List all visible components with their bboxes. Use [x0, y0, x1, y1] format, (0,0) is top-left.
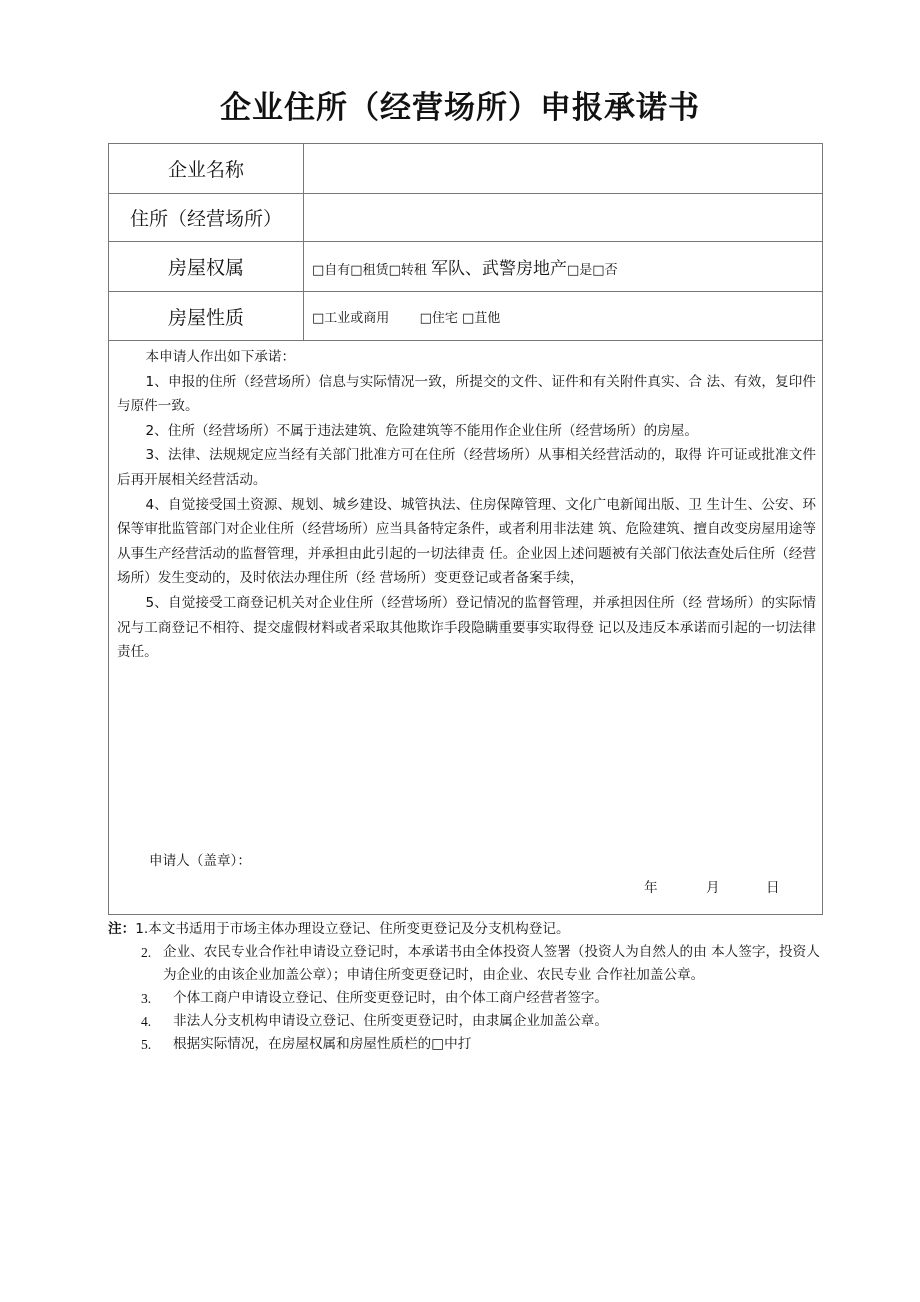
- note-number: 5.: [141, 1037, 152, 1052]
- promise-item: 5、自觉接受工商登记机关对企业住所（经营场所）登记情况的监督管理，并承担因住所（经 营场所）的实际情况与工商登记不相符、提交虚假材料或者采取其他欺诈手段隐瞒重要事实取得登 记以及违反本承诺而引起的一切法律责任。: [117, 594, 816, 661]
- note-item: [141, 1033, 824, 1056]
- ownership-field[interactable]: [304, 242, 823, 292]
- promise-item: 2、住所（经营场所）不属于违法建筑、危险建筑等不能用作企业住所（经营场所）的房屋。: [145, 422, 698, 439]
- company-name-label: 企业名称: [109, 144, 304, 194]
- row-company-name: [109, 144, 823, 194]
- promise-cell: [109, 341, 823, 915]
- date-year: 年: [644, 880, 658, 896]
- note-text: 个体工商户申请设立登记、住所变更登记时，由个体工商户经营者签字。: [173, 990, 608, 1006]
- military-options[interactable]: □是□否: [567, 263, 618, 278]
- document-title: 企业住所（经营场所）申报承诺书: [220, 90, 700, 126]
- applicant-seal-label: 申请人（盖章）：: [149, 853, 251, 869]
- row-ownership: [109, 242, 823, 292]
- promise-intro: 本申请人作出如下承诺：: [145, 349, 296, 365]
- row-promise: [109, 341, 823, 915]
- promise-item: 3、法律、法规规定应当经有关部门批准方可在住所（经营场所）从事相关经营活动的，取得 许可证或批准文件后再开展相关经营活动。: [117, 447, 816, 488]
- date-day: 日: [766, 880, 780, 896]
- note-text: 企业、农民专业合作社申请设立登记时，本承诺书由全体投资人签署（投资人为自然人的由 本人签字，投资人为企业的由该企业加盖公章）；申请住所变更登记时，由企业、农民专业 合作社加盖公章。: [163, 944, 820, 983]
- promise-item: 4、自觉接受国土资源、规划、城乡建设、城管执法、住房保障管理、文化广电新闻出版、卫 生计生、公安、环保等审批监管部门对企业住所（经营场所）应当具备特定条件，或者利用非法建 筑、危险建筑、擅自改变房屋用途等从事生产经营活动的监督管理，并承担由此引起的一切法律责 任。企业因上述问题被有关部门依法查处后住所（经营场所）发生变动的，及时依法办理住所（经 营场所）变更登记或者备案手续，: [117, 496, 816, 587]
- declaration-form-table: [108, 143, 823, 915]
- notes-prefix: 注：: [108, 921, 136, 937]
- note-number: 3.: [141, 991, 152, 1006]
- property-type-field[interactable]: [304, 292, 823, 341]
- note-item: 1.本文书适用于市场主体办理设立登记、住所变更登记及分支机构登记。: [135, 921, 570, 937]
- promise-item: 1、申报的住所（经营场所）信息与实际情况一致，所提交的文件、证件和有关附件真实、合 法、有效，复印件与原件一致。: [117, 373, 816, 415]
- commercial-option[interactable]: □工业或商用: [312, 310, 390, 326]
- notes-section: [108, 918, 824, 1056]
- property-type-label: 房屋性质: [109, 292, 304, 341]
- residential-other-options[interactable]: □住宅 □苴他: [419, 310, 501, 326]
- ownership-options[interactable]: □自有□租赁□转租: [312, 263, 427, 278]
- ownership-label: 房屋权属: [109, 242, 304, 292]
- note-text: 非法人分支机构申请设立登记、住所变更登记时，由隶属企业加盖公章。: [173, 1013, 608, 1029]
- date-month: 月: [706, 880, 720, 896]
- company-name-field[interactable]: [304, 144, 823, 194]
- military-property-label: 军队、武警房地产: [431, 259, 567, 279]
- note-number: 2.: [141, 945, 152, 960]
- note-item: [141, 1010, 824, 1033]
- address-label: 住所（经营场所）: [109, 194, 304, 242]
- note-item: [141, 987, 824, 1010]
- note-item: [141, 941, 824, 987]
- note-number: 4.: [141, 1014, 152, 1029]
- address-field[interactable]: [304, 194, 823, 242]
- row-property-type: [109, 292, 823, 341]
- note-text: 根据实际情况，在房屋权属和房屋性质栏的□中打: [173, 1036, 472, 1052]
- row-address: [109, 194, 823, 242]
